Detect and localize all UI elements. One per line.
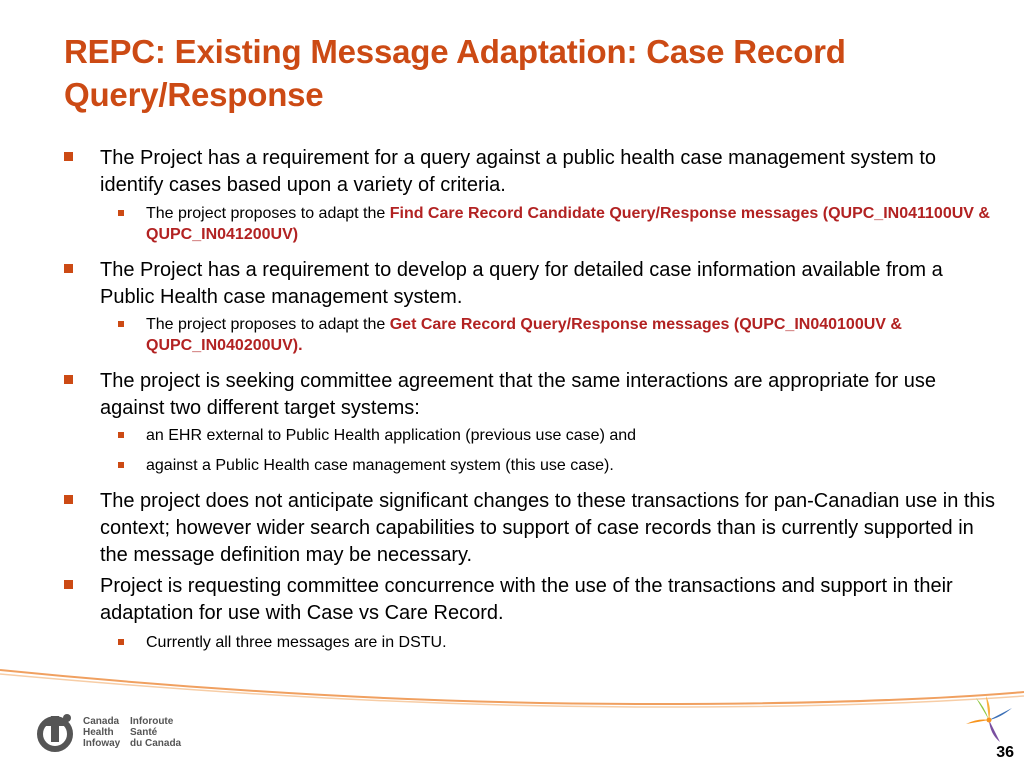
canada-health-infoway-logo (36, 708, 196, 758)
bullet-2: The Project has a requirement to develop a query for detailed case information available from a Public Health case management system. (100, 257, 1000, 311)
logo-text-fr (130, 716, 181, 749)
bullet-3: The project is seeking committee agreement that the same interactions are appropriate for use against two different target systems: (100, 368, 1000, 422)
bullet-5: Project is requesting committee concurrence with the use of the transactions and support in their adaptation for use with Case vs Care Record. (100, 573, 1000, 627)
logo-en-line-1: Canada (83, 716, 120, 727)
page-number: 36 (996, 744, 1014, 761)
logo-fr-line-2: Santé (130, 727, 158, 738)
bullet-2-sub-highlight: Get Care Record Query/Response messages (QUPC_IN040100UV & QUPC_IN040200UV). (146, 316, 902, 354)
footer-swoosh (0, 660, 1024, 710)
bullet-3-sub-2: against a Public Health case management system (this use case). (146, 455, 996, 476)
multicolor-star-icon (962, 694, 1016, 746)
logo-fr-line-3: du Canada (130, 738, 182, 749)
bullet-5-sub: Currently all three messages are in DSTU. (146, 632, 996, 653)
logo-en-line-2: Health (83, 727, 114, 738)
logo-en-line-3: Infoway (83, 738, 121, 749)
bullet-2-sub-prefix: The project proposes to adapt the (146, 316, 390, 333)
bullet-4: The project does not anticipate significant changes to these transactions for pan-Canadian use in this context; however wider search capabilities to support of case records than is currently supported in the message definition may be necessary. (100, 488, 1000, 569)
bullet-1-sub-prefix: The project proposes to adapt the (146, 205, 390, 222)
logo-fr-line-1: Inforoute (130, 716, 174, 727)
canada-health-infoway-logo-icon (36, 710, 76, 754)
bullet-1: The Project has a requirement for a query against a public health case management system to identify cases based upon a variety of criteria. (100, 145, 1000, 199)
bullet-3-sub-1: an EHR external to Public Health application (previous use case) and (146, 425, 996, 446)
slide-title: REPC: Existing Message Adaptation: Case Record Query/Response (64, 33, 846, 113)
bullet-2-sub (146, 314, 996, 356)
bullet-1-sub (146, 203, 996, 245)
logo-text-en (83, 716, 120, 749)
bullet-1-sub-highlight: Find Care Record Candidate Query/Response messages (QUPC_IN041100UV & QUPC_IN041200UV) (146, 205, 990, 243)
